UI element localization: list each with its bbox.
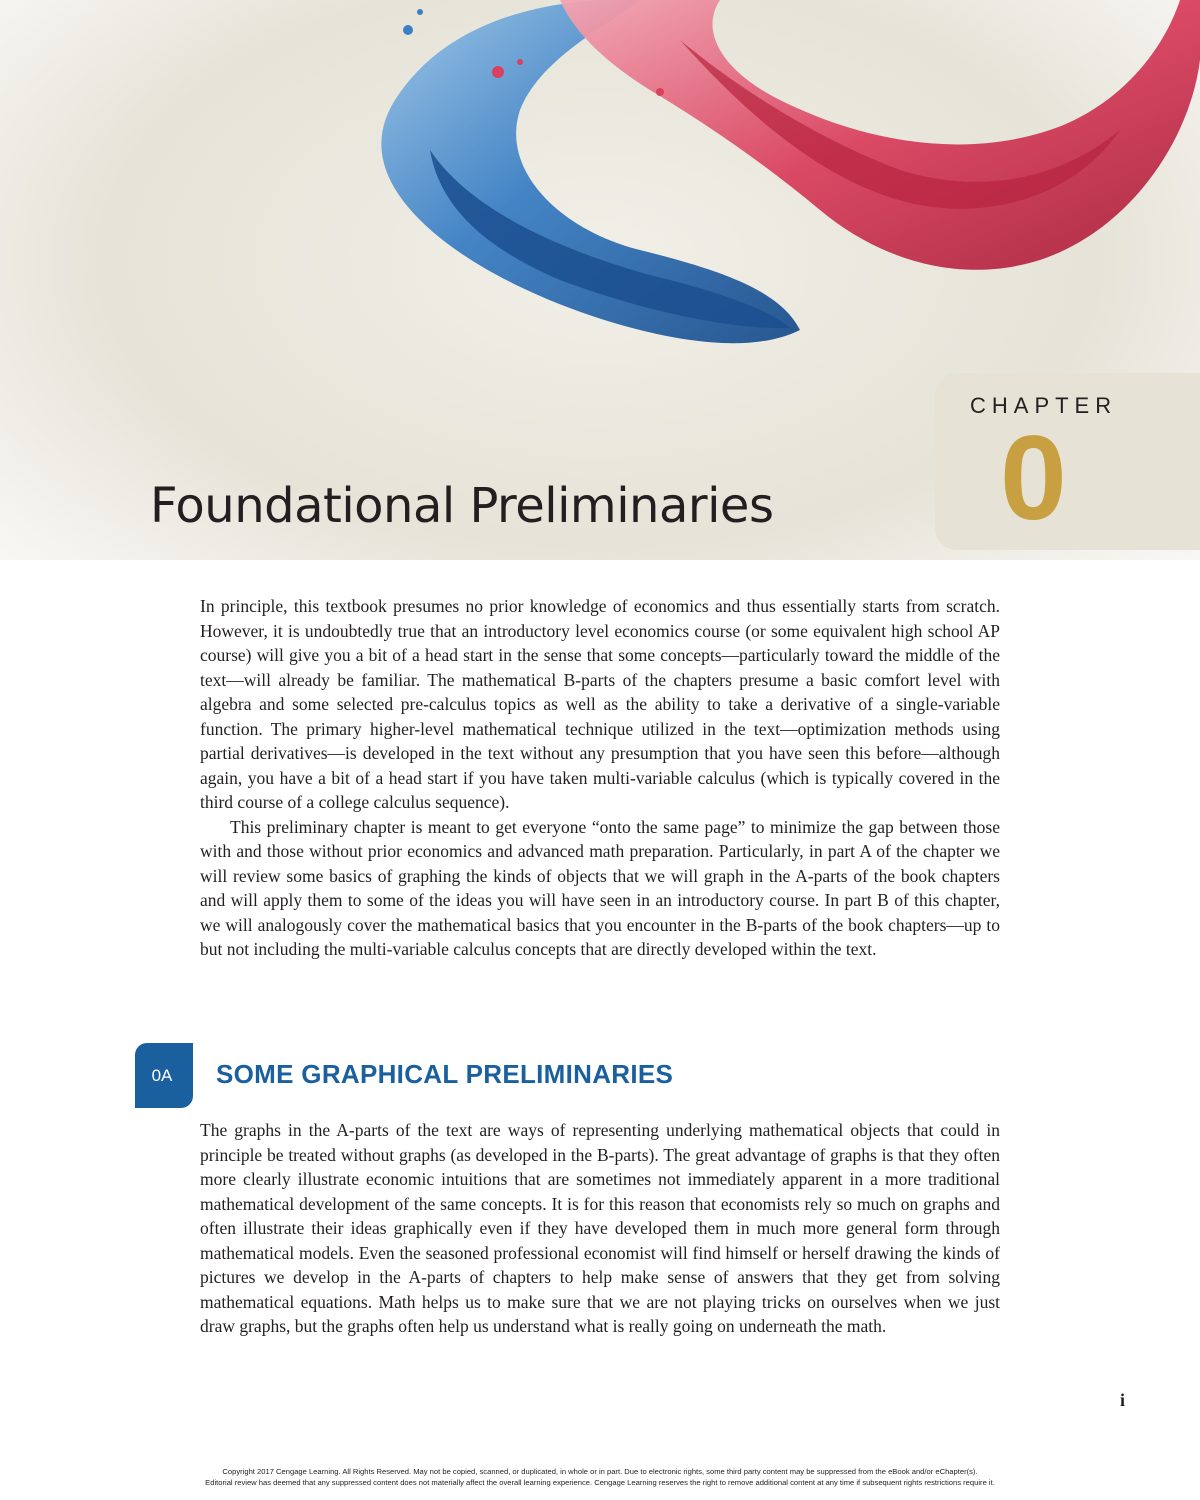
chapter-number: 0: [1000, 411, 1067, 545]
red-droplet: [656, 88, 664, 96]
chapter-label: CHAPTER: [970, 393, 1118, 418]
chapter-title: Foundational Preliminaries: [150, 478, 774, 534]
intro-paragraph-2: This preliminary chapter is meant to get everyone “onto the same page” to minimize the gap between those with and those without prior economics and advanced math preparation. Particularly, in part A of the chapter we will review some basics of graphing the kinds of objects that we will graph in the A-parts of the book chapters and will apply them to some of the ideas you will have seen in an introductory course. In part B of this chapter, we will analogously cover the mathematical basics that you encounter in the B-parts of the book chapters—up to but not including the multi-variable calculus concepts that are directly developed within the text.: [200, 816, 1000, 959]
red-droplet: [492, 66, 504, 78]
intro-paragraph-1: In principle, this textbook presumes no prior knowledge of economics and thus essentially starts from scratch. However, it is undoubtedly true that an introductory level economics course (or some equivalent high school AP course) will give you a bit of a head start in the sense that some concepts—particularly toward the middle of the text—will already be familiar. The mathematical B-parts of the chapters presume a basic comfort level with algebra and some selected pre-calculus topics as well as the ability to take a derivative of a single-variable function. The primary higher-level mathematical technique utilized in the text—optimization methods using partial derivatives—is developed in the text without any presumption that you have seen this before—although again, you have a bit of a head start if you have taken multi-variable calculus (which is typically covered in the third course of a college calculus sequence).: [200, 596, 1000, 812]
section-paragraph: The graphs in the A-parts of the text are ways of representing underlying mathematical objects that could in principle be treated without graphs (as developed in the B-parts). The great advantage of graphs is that they often more clearly illustrate economic intuitions that are sometimes not immediately apparent in a more traditional mathematical development of the same concepts. It is for this reason that economists rely so much on graphs and often illustrate their ideas graphically even if they have developed them in much more general form through mathematical models. Even the seasoned professional economist will find himself or herself drawing the kinds of pictures we develop in the A-parts of chapters to help make sense of answers that they get from solving mathematical equations. Math helps us to make sure that we are not playing tricks on ourselves when we just draw graphs, but the graphs often help us understand what is really going on underneath the math.: [200, 1120, 1000, 1336]
blue-droplet: [417, 9, 423, 15]
section-badge: 0A: [135, 1043, 193, 1108]
intro-text: [200, 594, 1000, 962]
blue-droplet: [403, 25, 413, 35]
red-droplet: [517, 59, 523, 65]
section-heading: SOME GRAPHICAL PRELIMINARIES: [216, 1059, 674, 1089]
copyright-notice: [120, 1466, 1080, 1488]
page-number: i: [1120, 1390, 1126, 1410]
red-splash-shape: [560, 0, 1200, 270]
copyright-line-1: Copyright 2017 Cengage Learning. All Rights Reserved. May not be copied, scanned, or duplicated, in whole or in part. Due to electronic rights, some third party content may be suppressed from the eBook and/or eChapter(s).: [222, 1467, 978, 1476]
copyright-line-2: Editorial review has deemed that any suppressed content does not materially affect the overall learning experience. Cengage Learning reserves the right to remove additional content at any time if subsequent rights restrictions require it.: [205, 1478, 995, 1487]
section-text: [200, 1118, 1000, 1339]
